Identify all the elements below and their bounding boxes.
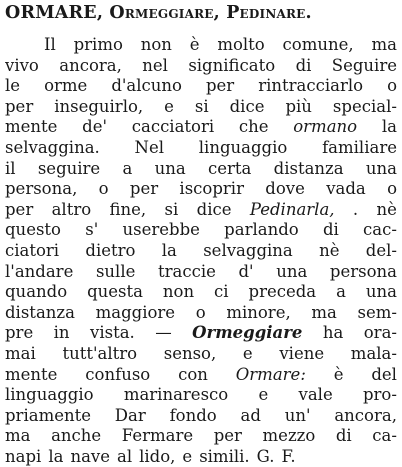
word: Dar <box>114 405 146 425</box>
word: e <box>164 96 174 116</box>
word: il <box>5 158 16 178</box>
word: vivo <box>5 55 39 75</box>
word: o <box>387 76 397 96</box>
word: la <box>161 241 177 260</box>
word: più <box>285 96 312 116</box>
word: marinaresco <box>123 385 229 405</box>
text-line <box>5 55 397 76</box>
word: Fermare <box>121 426 194 446</box>
text-line <box>5 158 397 179</box>
headword-ormeggiare: Ormeggiare <box>109 3 214 23</box>
word: altro <box>51 199 92 219</box>
word: è <box>189 35 200 54</box>
word: d' <box>238 261 254 281</box>
word: mai <box>5 344 36 363</box>
word: o <box>387 179 397 199</box>
word: dice <box>196 199 232 219</box>
word: primo <box>73 35 123 54</box>
text-line <box>5 96 397 117</box>
word: ma <box>311 302 337 322</box>
word: per <box>129 179 159 199</box>
word: non <box>162 282 195 302</box>
headword-pedinare: Pedinare. <box>226 3 312 23</box>
word: sem- <box>357 302 397 322</box>
word: significato <box>188 55 276 75</box>
text-line <box>5 137 397 158</box>
word: senso, <box>163 344 217 363</box>
word: linguaggio <box>198 138 288 157</box>
word: di <box>295 55 312 75</box>
text-line <box>5 425 397 446</box>
text-line <box>5 281 397 302</box>
entry-heading <box>5 2 312 24</box>
text-line <box>5 178 397 199</box>
word: seguire <box>37 158 101 178</box>
word: ormano <box>293 117 358 137</box>
word: Pedinarla, <box>249 199 335 219</box>
word: nè <box>319 241 340 260</box>
word: a <box>122 158 133 178</box>
word: mala- <box>350 344 397 363</box>
word: parlando <box>224 220 299 240</box>
word: le <box>5 76 21 96</box>
word: fine, <box>109 199 147 219</box>
word: linguaggio <box>5 385 94 405</box>
word: preceda <box>248 282 317 302</box>
word: . <box>352 199 359 219</box>
word: napi <box>5 447 42 466</box>
heading-separator: , <box>96 3 104 23</box>
word: anche <box>51 426 102 446</box>
word: confuso <box>85 364 151 384</box>
word: dietro <box>85 241 136 260</box>
text-line <box>5 384 397 405</box>
word: si <box>194 96 209 116</box>
word: in <box>53 323 70 343</box>
word: è <box>333 364 344 384</box>
word: s' <box>85 220 99 240</box>
word: distanza <box>273 158 344 178</box>
word: per <box>213 426 242 446</box>
word: inseguirlo, <box>54 96 144 116</box>
word: minore, <box>226 302 291 322</box>
word: viene <box>279 344 325 363</box>
text-line <box>5 199 397 220</box>
word: mezzo <box>262 426 316 446</box>
word: vista. <box>90 323 135 343</box>
text-line <box>5 405 397 426</box>
word: ad <box>240 405 261 425</box>
word: nel <box>142 55 168 75</box>
word: ha <box>322 323 344 343</box>
word: selvaggina <box>203 241 293 260</box>
word: quando <box>5 282 68 302</box>
word: ora- <box>363 323 397 343</box>
word: maggiore <box>95 302 176 322</box>
word: lido, <box>139 447 176 466</box>
word: sulle <box>95 261 136 281</box>
heading-separator: , <box>213 3 220 23</box>
word: cacciatori <box>131 117 215 137</box>
text-line <box>5 364 397 385</box>
word: rintracciarlo <box>258 76 364 96</box>
word: Il <box>44 35 56 54</box>
word: persona <box>329 261 397 281</box>
word: cac- <box>363 220 397 240</box>
word: mente <box>5 364 58 384</box>
text-line <box>5 343 397 364</box>
word: per <box>205 76 235 96</box>
word: per <box>5 96 34 116</box>
word: molto <box>217 35 265 54</box>
word: del- <box>365 241 397 260</box>
word: con <box>178 364 208 384</box>
word: d'alcuno <box>111 76 182 96</box>
word: e <box>182 447 193 466</box>
word: si <box>164 199 179 219</box>
word: per <box>5 199 34 219</box>
word: vale <box>298 385 333 405</box>
word: ma <box>5 426 31 446</box>
word: una <box>276 261 308 281</box>
word: traccie <box>157 261 216 281</box>
word: special- <box>332 96 397 116</box>
word: Ormeggiare <box>192 323 303 343</box>
word: ma <box>371 35 397 54</box>
word: comune, <box>282 35 354 54</box>
word: F. <box>281 447 296 466</box>
word: una <box>154 158 186 178</box>
word: ciatori <box>5 241 60 260</box>
headword: ORMARE <box>5 3 97 23</box>
word: o <box>98 179 109 199</box>
word: e <box>242 344 253 363</box>
text-line <box>5 322 397 343</box>
word: — <box>155 323 172 343</box>
word: ci <box>214 282 229 302</box>
word: de' <box>82 117 108 137</box>
word: ancora, <box>59 55 122 75</box>
word: di <box>335 426 352 446</box>
word: questa <box>87 282 143 302</box>
word: o <box>195 302 206 322</box>
text-line <box>5 75 397 96</box>
word: una <box>365 158 397 178</box>
word: non <box>140 35 172 54</box>
word: persona, <box>5 179 78 199</box>
word: familiare <box>322 138 397 157</box>
word: pre <box>5 323 34 343</box>
word: l'andare <box>5 261 74 281</box>
word: che <box>238 117 269 137</box>
word: Ormare: <box>235 364 306 384</box>
word: al <box>117 447 133 466</box>
text-line <box>5 240 397 261</box>
word: dice <box>229 96 265 116</box>
word: userebbe <box>122 220 200 240</box>
text-line <box>5 446 397 467</box>
emphasis <box>192 322 302 343</box>
text-line <box>5 302 397 323</box>
word: dove <box>265 179 305 199</box>
word: G. <box>256 447 275 466</box>
word: iscoprir <box>179 179 244 199</box>
word: ancora, <box>334 405 397 425</box>
word: di <box>322 220 339 240</box>
word: un' <box>284 405 311 425</box>
text-line <box>5 261 397 282</box>
text-line <box>5 219 397 240</box>
word: distanza <box>5 302 75 322</box>
word: la <box>381 117 397 137</box>
word: priamente <box>5 405 91 425</box>
word: ca- <box>372 426 397 446</box>
word: e <box>258 385 269 405</box>
word: pro- <box>362 385 397 405</box>
word: mente <box>5 117 58 137</box>
word: orme <box>44 76 88 96</box>
word: tutt'altro <box>62 344 138 363</box>
word: nave <box>70 447 110 466</box>
word: nè <box>376 199 397 219</box>
word: Nel <box>134 138 165 157</box>
word: del <box>371 364 397 384</box>
word: questo <box>5 220 61 240</box>
word: la <box>48 447 64 466</box>
word: una <box>365 282 397 302</box>
text-line <box>5 116 397 137</box>
word: selvaggina. <box>5 138 100 157</box>
word: certa <box>207 158 252 178</box>
word: Seguire <box>331 55 397 75</box>
word: simili. <box>199 447 250 466</box>
word: a <box>336 282 346 302</box>
text-line <box>44 34 397 55</box>
word: fondo <box>169 405 217 425</box>
word: vada <box>326 179 366 199</box>
